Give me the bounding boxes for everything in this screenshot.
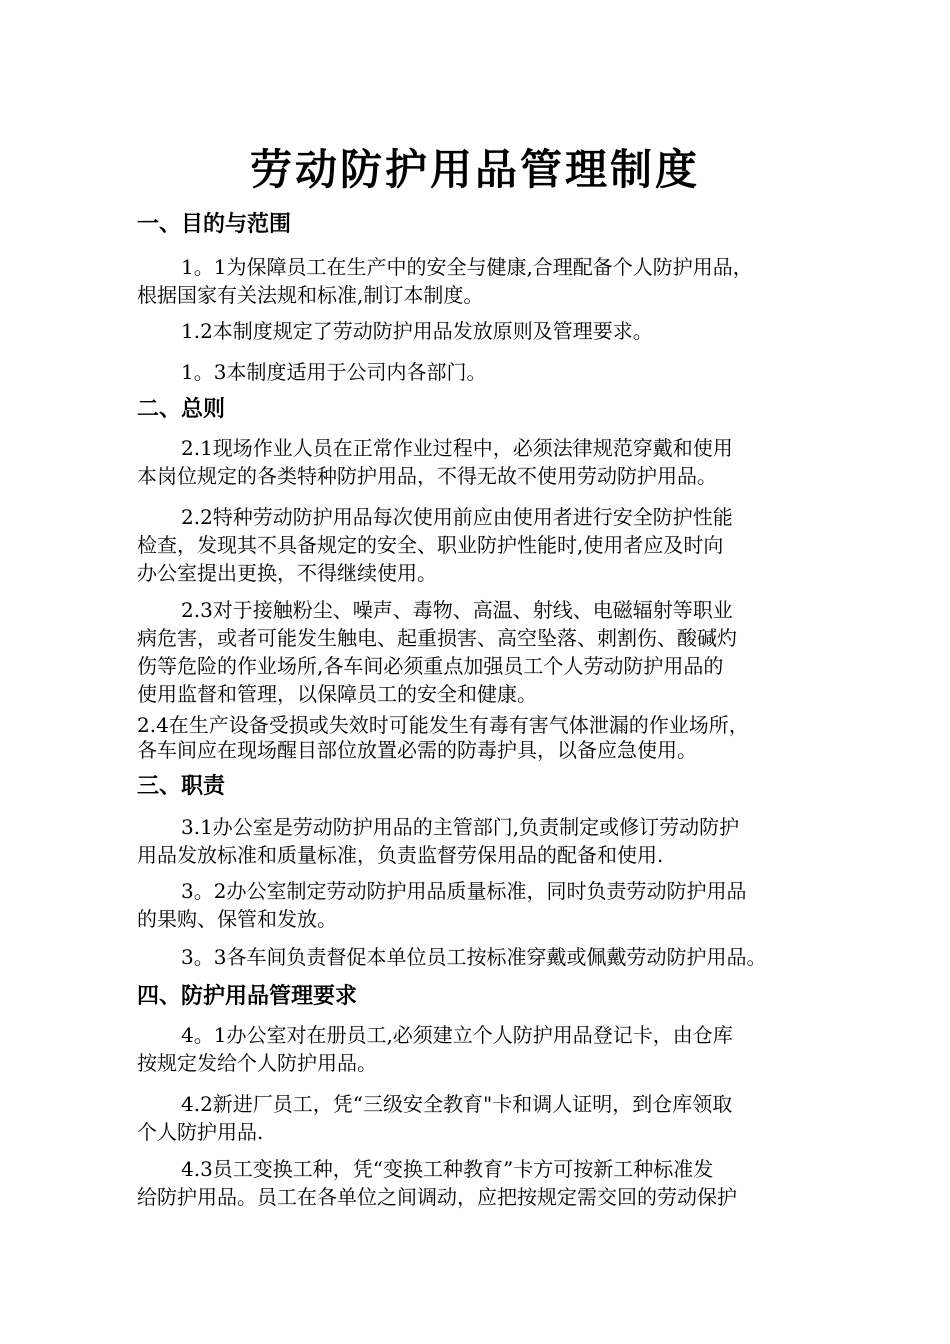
paragraph-line: 按规定发给个人防护用品。 [137,1051,377,1075]
paragraph-1-2 [137,317,827,345]
paragraph-line: 用品发放标准和质量标准，负责监督劳保用品的配备和使用. [137,843,664,867]
paragraph-2-3 [137,596,827,708]
paragraph-line: 1。3本制度适用于公司内各部门。 [181,360,487,384]
section-heading-responsibilities: 三、职责 [137,773,226,799]
paragraph-4-2 [137,1090,827,1146]
paragraph-line: 1.2本制度规定了劳动防护用品发放原则及管理要求。 [181,319,653,343]
section-heading-purpose-scope: 一、目的与范围 [137,211,292,237]
paragraph-line: 3。3各车间负责督促本单位员工按标准穿戴或佩戴劳动防护用品。 [181,945,767,969]
paragraph-line: 个人防护用品. [137,1120,264,1144]
document-title: 劳动防护用品管理制度 [249,145,700,194]
paragraph-line: 伤等危险的作业场所,各车间必须重点加强员工个人劳动防护用品的 [137,654,724,678]
paragraph-4-3 [137,1155,827,1211]
paragraph-4-1 [137,1021,827,1077]
paragraph-line: 2.2特种劳动防护用品每次使用前应由使用者进行安全防护性能 [181,505,733,529]
paragraph-line: 3。2办公室制定劳动防护用品质量标准，同时负责劳动防护用品 [181,879,747,903]
paragraph-line: 4。1办公室对在册员工,必须建立个人防护用品登记卡，由仓库 [181,1023,733,1047]
paragraph-2-2 [137,503,827,587]
section-heading-ppe-management: 四、防护用品管理要求 [137,983,358,1009]
paragraph-line: 给防护用品。员工在各单位之间调动，应把按规定需交回的劳动保护 [137,1185,737,1209]
paragraph-line: 2.1现场作业人员在正常作业过程中，必须法律规范穿戴和使用 [181,436,733,460]
paragraph-1-1 [137,253,827,309]
paragraph-line: 办公室提出更换，不得继续使用。 [137,561,437,585]
paragraph-line: 各车间应在现场醒目部位放置必需的防毒护具，以备应急使用。 [137,738,697,762]
paragraph-2-1 [137,434,827,490]
paragraph-line: 3.1办公室是劳动防护用品的主管部门,负责制定或修订劳动防护 [181,815,740,839]
paragraph-line: 使用监督和管理，以保障员工的安全和健康。 [137,682,537,706]
paragraph-1-3 [137,358,827,386]
paragraph-line: 病危害，或者可能发生触电、起重损害、高空坠落、刺割伤、酸碱灼 [137,626,737,650]
section-heading-general: 二、总则 [137,396,226,422]
paragraph-line: 4.3员工变换工种，凭“变换工种教育”卡方可按新工种标准发 [181,1157,714,1181]
paragraph-line: 的果购、保管和发放。 [137,907,337,931]
paragraph-line: 1。1为保障员工在生产中的安全与健康,合理配备个人防护用品， [181,255,753,279]
paragraph-line: 本岗位规定的各类特种防护用品，不得无故不使用劳动防护用品。 [137,464,717,488]
paragraph-line: 根据国家有关法规和标准,制订本制度。 [137,283,484,307]
paragraph-3-1 [137,813,827,869]
paragraph-line: 检查，发现其不具备规定的安全、职业防护性能时,使用者应及时向 [137,533,724,557]
paragraph-line: 4.2新进厂员工，凭“三级安全教育"卡和调人证明，到仓库领取 [181,1092,733,1116]
paragraph-3-3 [137,943,827,971]
paragraph-2-4 [137,713,827,763]
paragraph-3-2 [137,877,827,933]
paragraph-line: 2.3对于接触粉尘、噪声、毒物、高温、射线、电磁辐射等职业 [181,598,733,622]
paragraph-line: 2.4在生产设备受损或失效时可能发生有毒有害气体泄漏的作业场所， [137,713,749,737]
